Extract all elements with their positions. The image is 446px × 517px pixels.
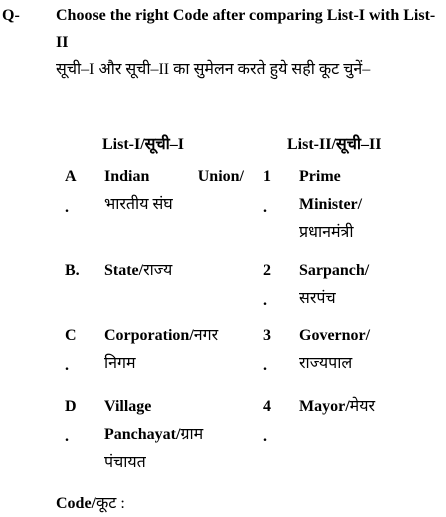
list2-header: List-II/सूची–II: [287, 136, 382, 153]
list2-number-1: 1: [263, 168, 271, 185]
list2-number-4: 4: [263, 398, 271, 415]
list2-number-2: 2: [263, 262, 271, 279]
list2-item-3-en: Governor/: [299, 327, 371, 344]
question-text-english: Choose the right Code after comparing List-I with List-II: [56, 7, 436, 51]
list1-item-d-en2: Panchayat/: [104, 426, 181, 443]
list1-item-b-hi: राज्य: [143, 262, 173, 279]
code-label-en: Code/: [56, 495, 96, 512]
list2-dot-2: .: [263, 292, 267, 309]
list1-letter-b: B.: [65, 262, 80, 279]
list2-dot-1: .: [263, 199, 267, 216]
list1-item-a-en: [104, 163, 244, 190]
list1-dot-a: .: [65, 199, 69, 216]
list1-item-d-hi1: ग्राम: [180, 426, 204, 443]
list2-item-1-hi: प्रधानमंत्री: [299, 224, 354, 241]
list1-item-b: [104, 257, 244, 284]
list2-item-1-en1: Prime: [299, 168, 341, 185]
list2-number-3: 3: [263, 327, 271, 344]
code-label-hi: कूट: [96, 495, 117, 512]
list1-item-d-line2: [104, 421, 244, 448]
list1-item-d-hi2: पंचायत: [104, 454, 146, 471]
list1-item-a-en-part1: Indian: [104, 168, 150, 185]
list1-item-d-en1: Village: [104, 398, 152, 415]
list1-letter-c: C: [65, 327, 77, 344]
list2-dot-4: .: [263, 428, 267, 445]
code-colon: :: [120, 495, 125, 512]
list1-dot-c: .: [65, 357, 69, 374]
list1-letter-a: A: [65, 168, 77, 185]
list2-item-3-hi: राज्यपाल: [299, 355, 353, 372]
list2-item-4-en: Mayor/: [299, 398, 350, 415]
list2-item-2-en: Sarpanch/: [299, 262, 370, 279]
list1-item-b-en: State/: [104, 262, 144, 279]
code-label: [56, 490, 125, 517]
list2-dot-3: .: [263, 357, 267, 374]
list2-item-4-hi: मेयर: [349, 398, 376, 415]
list1-header: List-I/सूची–I: [102, 136, 185, 153]
list2-item-2-hi: सरपंच: [299, 290, 336, 307]
list2-item-4: [299, 393, 439, 420]
question-number: Q-: [2, 7, 20, 24]
list1-item-c-hi1: नगर: [193, 327, 219, 344]
list1-item-a-hi: भारतीय संघ: [104, 196, 173, 213]
list1-item-c-line1: [104, 322, 244, 349]
list1-item-c-hi2: निगम: [104, 355, 136, 372]
list2-item-1-en2: Minister/: [299, 196, 363, 213]
list1-letter-d: D: [65, 398, 77, 415]
list1-item-a-en-part2: Union/: [197, 168, 244, 185]
list1-dot-d: .: [65, 428, 69, 445]
list1-item-c-en: Corporation/: [104, 327, 194, 344]
question-text-hindi: सूची–I और सूची–II का सुमेलन करते हुये सही कूट चुनें–: [56, 61, 371, 78]
